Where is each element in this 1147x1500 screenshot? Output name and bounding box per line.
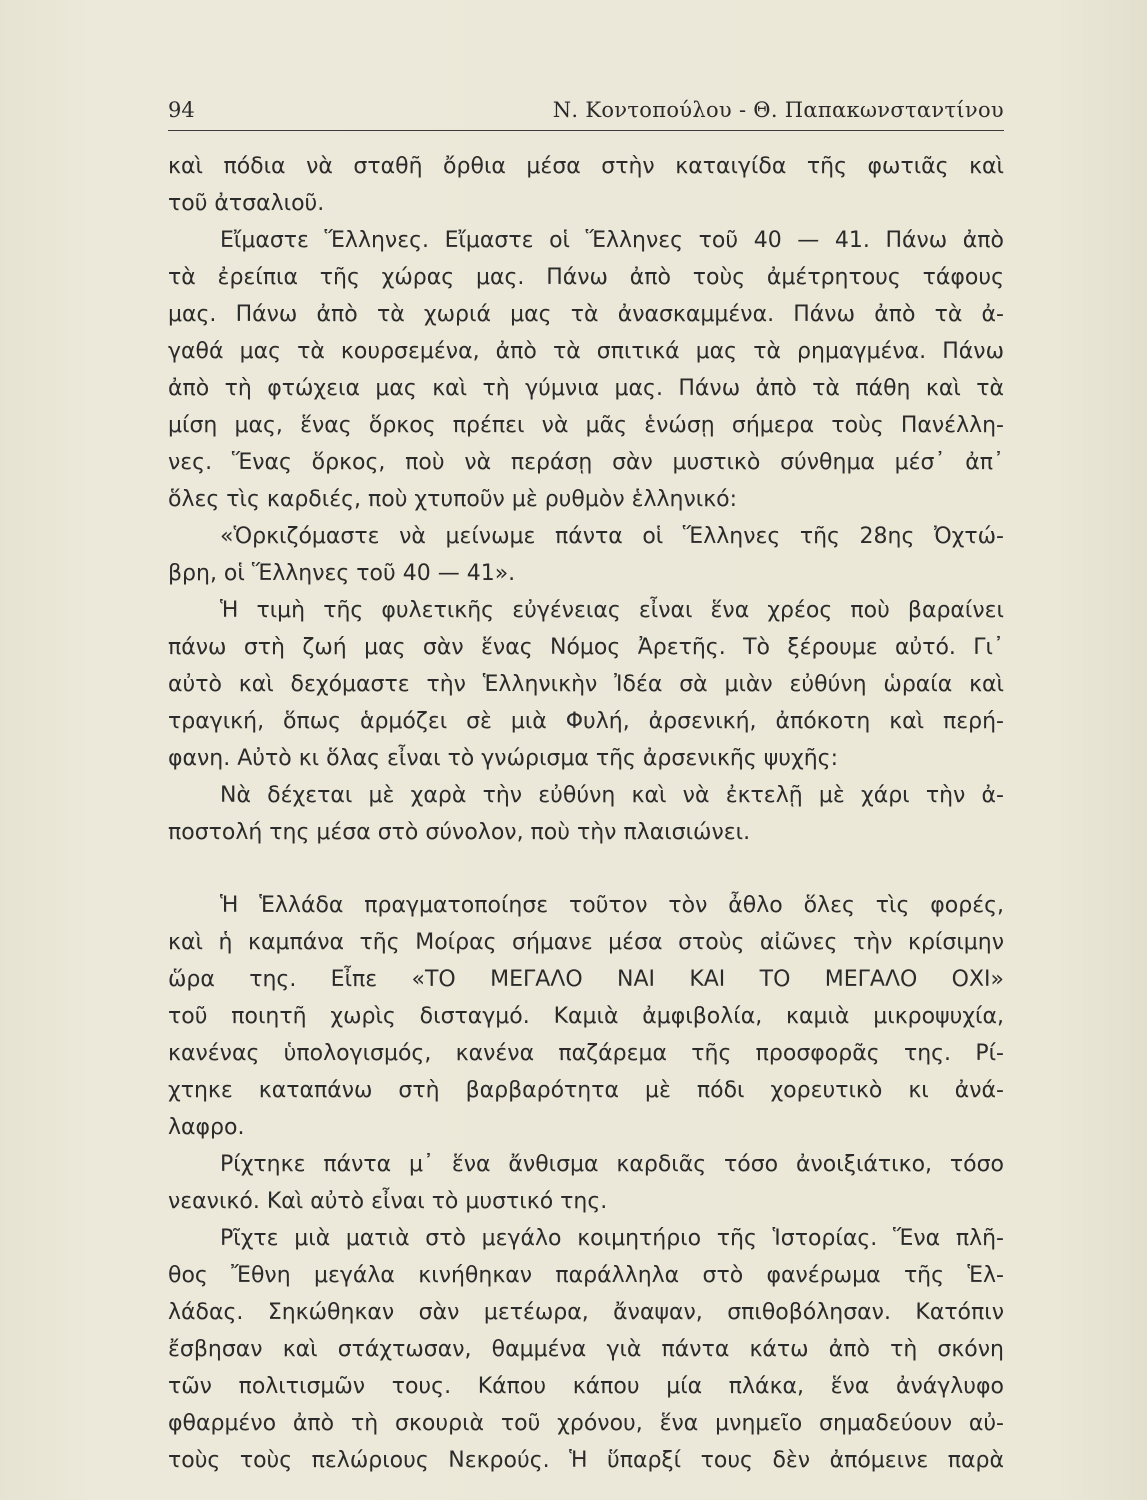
text-line: φανη. Αὐτὸ κι ὅλας εἶναι τὸ γνώρισμα τῆς ἀρσενικῆς ψυχῆς: xyxy=(168,746,839,771)
text-line: Ἡ Ἑλλάδα πραγματοποίησε τοῦτον τὸν ἆθλο ὅλες τὶς φορές, xyxy=(220,893,1004,918)
text-line: Εἴμαστε Ἕλληνες. Εἴμαστε οἱ Ἕλληνες τοῦ 40 — 41. Πάνω ἀπὸ xyxy=(220,228,1004,253)
text-line: λαφρο. xyxy=(168,1115,245,1140)
text-line: καὶ ἡ καμπάνα τῆς Μοίρας σήμανε μέσα στοὺς αἰῶνες τὴν κρίσιμην xyxy=(168,930,1004,955)
text-line: τοῦ ἀτσαλιοῦ. xyxy=(168,191,325,216)
text-line: τραγική, ὅπως ἁρμόζει σὲ μιὰ Φυλή, ἀρσενική, ἀπόκοτη καὶ περή- xyxy=(168,709,1004,734)
text-line: τὰ ἐρείπια τῆς χώρας μας. Πάνω ἀπὸ τοὺς ἀμέτρητους τάφους xyxy=(168,265,1004,290)
text-line: ποστολή της μέσα στὸ σύνολον, ποὺ τὴν πλαισιώνει. xyxy=(168,820,751,845)
text-line: βρη, οἱ Ἕλληνες τοῦ 40 — 41». xyxy=(168,561,516,586)
text-line: ἀπὸ τὴ φτώχεια μας καὶ τὴ γύμνια μας. Πάνω ἀπὸ τὰ πάθη καὶ τὰ xyxy=(168,376,1004,401)
text-line: μίση μας, ἕνας ὅρκος πρέπει νὰ μᾶς ἑνώσῃ σήμερα τοὺς Πανέλλη- xyxy=(168,413,1004,438)
text-line: ὅλες τὶς καρδιές, ποὺ χτυποῦν μὲ ρυθμὸν ἑλληνικό: xyxy=(168,487,738,512)
text-line: πάνω στὴ ζωή μας σὰν ἕνας Νόμος Ἀρετῆς. Τὸ ξέρουμε αὐτό. Γι᾿ xyxy=(168,635,1004,660)
text-line: λάδας. Σηκώθηκαν σὰν μετέωρα, ἄναψαν, σπιθοβόλησαν. Κατόπιν xyxy=(168,1300,1004,1325)
text-line: νες. Ἕνας ὅρκος, ποὺ νὰ περάσῃ σὰν μυστικὸ σύνθημα μέσ᾿ ἀπ᾿ xyxy=(168,450,1004,475)
text-line: νεανικό. Καὶ αὐτὸ εἶναι τὸ μυστικό της. xyxy=(168,1189,608,1214)
text-line: θος Ἔθνη μεγάλα κινήθηκαν παράλληλα στὸ φανέρωμα τῆς Ἑλ- xyxy=(168,1263,1004,1288)
running-head: Ν. Κοντοπούλου - Θ. Παπακωνσταντίνου xyxy=(552,98,1004,122)
text-line: χτηκε καταπάνω στὴ βαρβαρότητα μὲ πόδι χορευτικὸ κι ἀνά- xyxy=(168,1078,1004,1103)
text-line: ἔσβησαν καὶ στάχτωσαν, θαμμένα γιὰ πάντα κάτω ἀπὸ τὴ σκόνη xyxy=(168,1337,1004,1362)
text-line: ὥρα της. Εἶπε «ΤΟ ΜΕΓΑΛΟ ΝΑΙ ΚΑΙ ΤΟ ΜΕΓΑΛΟ ΟΧΙ» xyxy=(168,967,1004,992)
text-line: Νὰ δέχεται μὲ χαρὰ τὴν εὐθύνη καὶ νὰ ἐκτελῇ μὲ χάρι τὴν ἀ- xyxy=(220,783,1004,808)
text-line: Ρῖχτε μιὰ ματιὰ στὸ μεγάλο κοιμητήριο τῆς Ἱστορίας. Ἕνα πλῆ- xyxy=(220,1226,1004,1251)
text-line: αὐτὸ καὶ δεχόμαστε τὴν Ἑλληνικὴν Ἰδέα σὰ μιὰν εὐθύνη ὡραία καὶ xyxy=(168,672,1004,697)
text-line: γαθά μας τὰ κουρσεμένα, ἀπὸ τὰ σπιτικά μας τὰ ρημαγμένα. Πάνω xyxy=(168,339,1004,364)
text-line: «Ὁρκιζόμαστε νὰ μείνωμε πάντα οἱ Ἕλληνες τῆς 28ης Ὀχτώ- xyxy=(220,524,1004,549)
text-line: Ρίχτηκε πάντα μ᾿ ἕνα ἄνθισμα καρδιᾶς τόσο ἀνοιξιάτικο, τόσο xyxy=(220,1152,1004,1177)
page-header xyxy=(168,96,1004,131)
text-line: φθαρμένο ἀπὸ τὴ σκουριὰ τοῦ χρόνου, ἕνα μνημεῖο σημαδεύουν αὐ- xyxy=(168,1411,1004,1436)
text-line: Ἡ τιμὴ τῆς φυλετικῆς εὐγένειας εἶναι ἕνα χρέος ποὺ βαραίνει xyxy=(220,598,1004,623)
body-text xyxy=(168,148,1004,1479)
text-line: καὶ πόδια νὰ σταθῆ ὄρθια μέσα στὴν καταιγίδα τῆς φωτιᾶς καὶ xyxy=(168,154,1004,179)
text-line: τοῦ ποιητῆ χωρὶς δισταγμό. Καμιὰ ἀμφιβολία, καμιὰ μικροψυχία, xyxy=(168,1004,1004,1029)
text-line: τῶν πολιτισμῶν τους. Κάπου κάπου μία πλάκα, ἕνα ἀνάγλυφο xyxy=(168,1374,1004,1399)
text-line: μας. Πάνω ἀπὸ τὰ χωριά μας τὰ ἀνασκαμμένα. Πάνω ἀπὸ τὰ ἀ- xyxy=(168,302,1004,327)
paragraph-gap xyxy=(168,851,1004,887)
text-line: τοὺς τοὺς πελώριους Νεκρούς. Ἡ ὕπαρξί τους δὲν ἀπόμεινε παρὰ xyxy=(168,1448,1004,1473)
text-line: κανένας ὑπολογισμός, κανένα παζάρεμα τῆς προσφορᾶς της. Ρί- xyxy=(168,1041,1004,1066)
page-number: 94 xyxy=(168,98,195,122)
